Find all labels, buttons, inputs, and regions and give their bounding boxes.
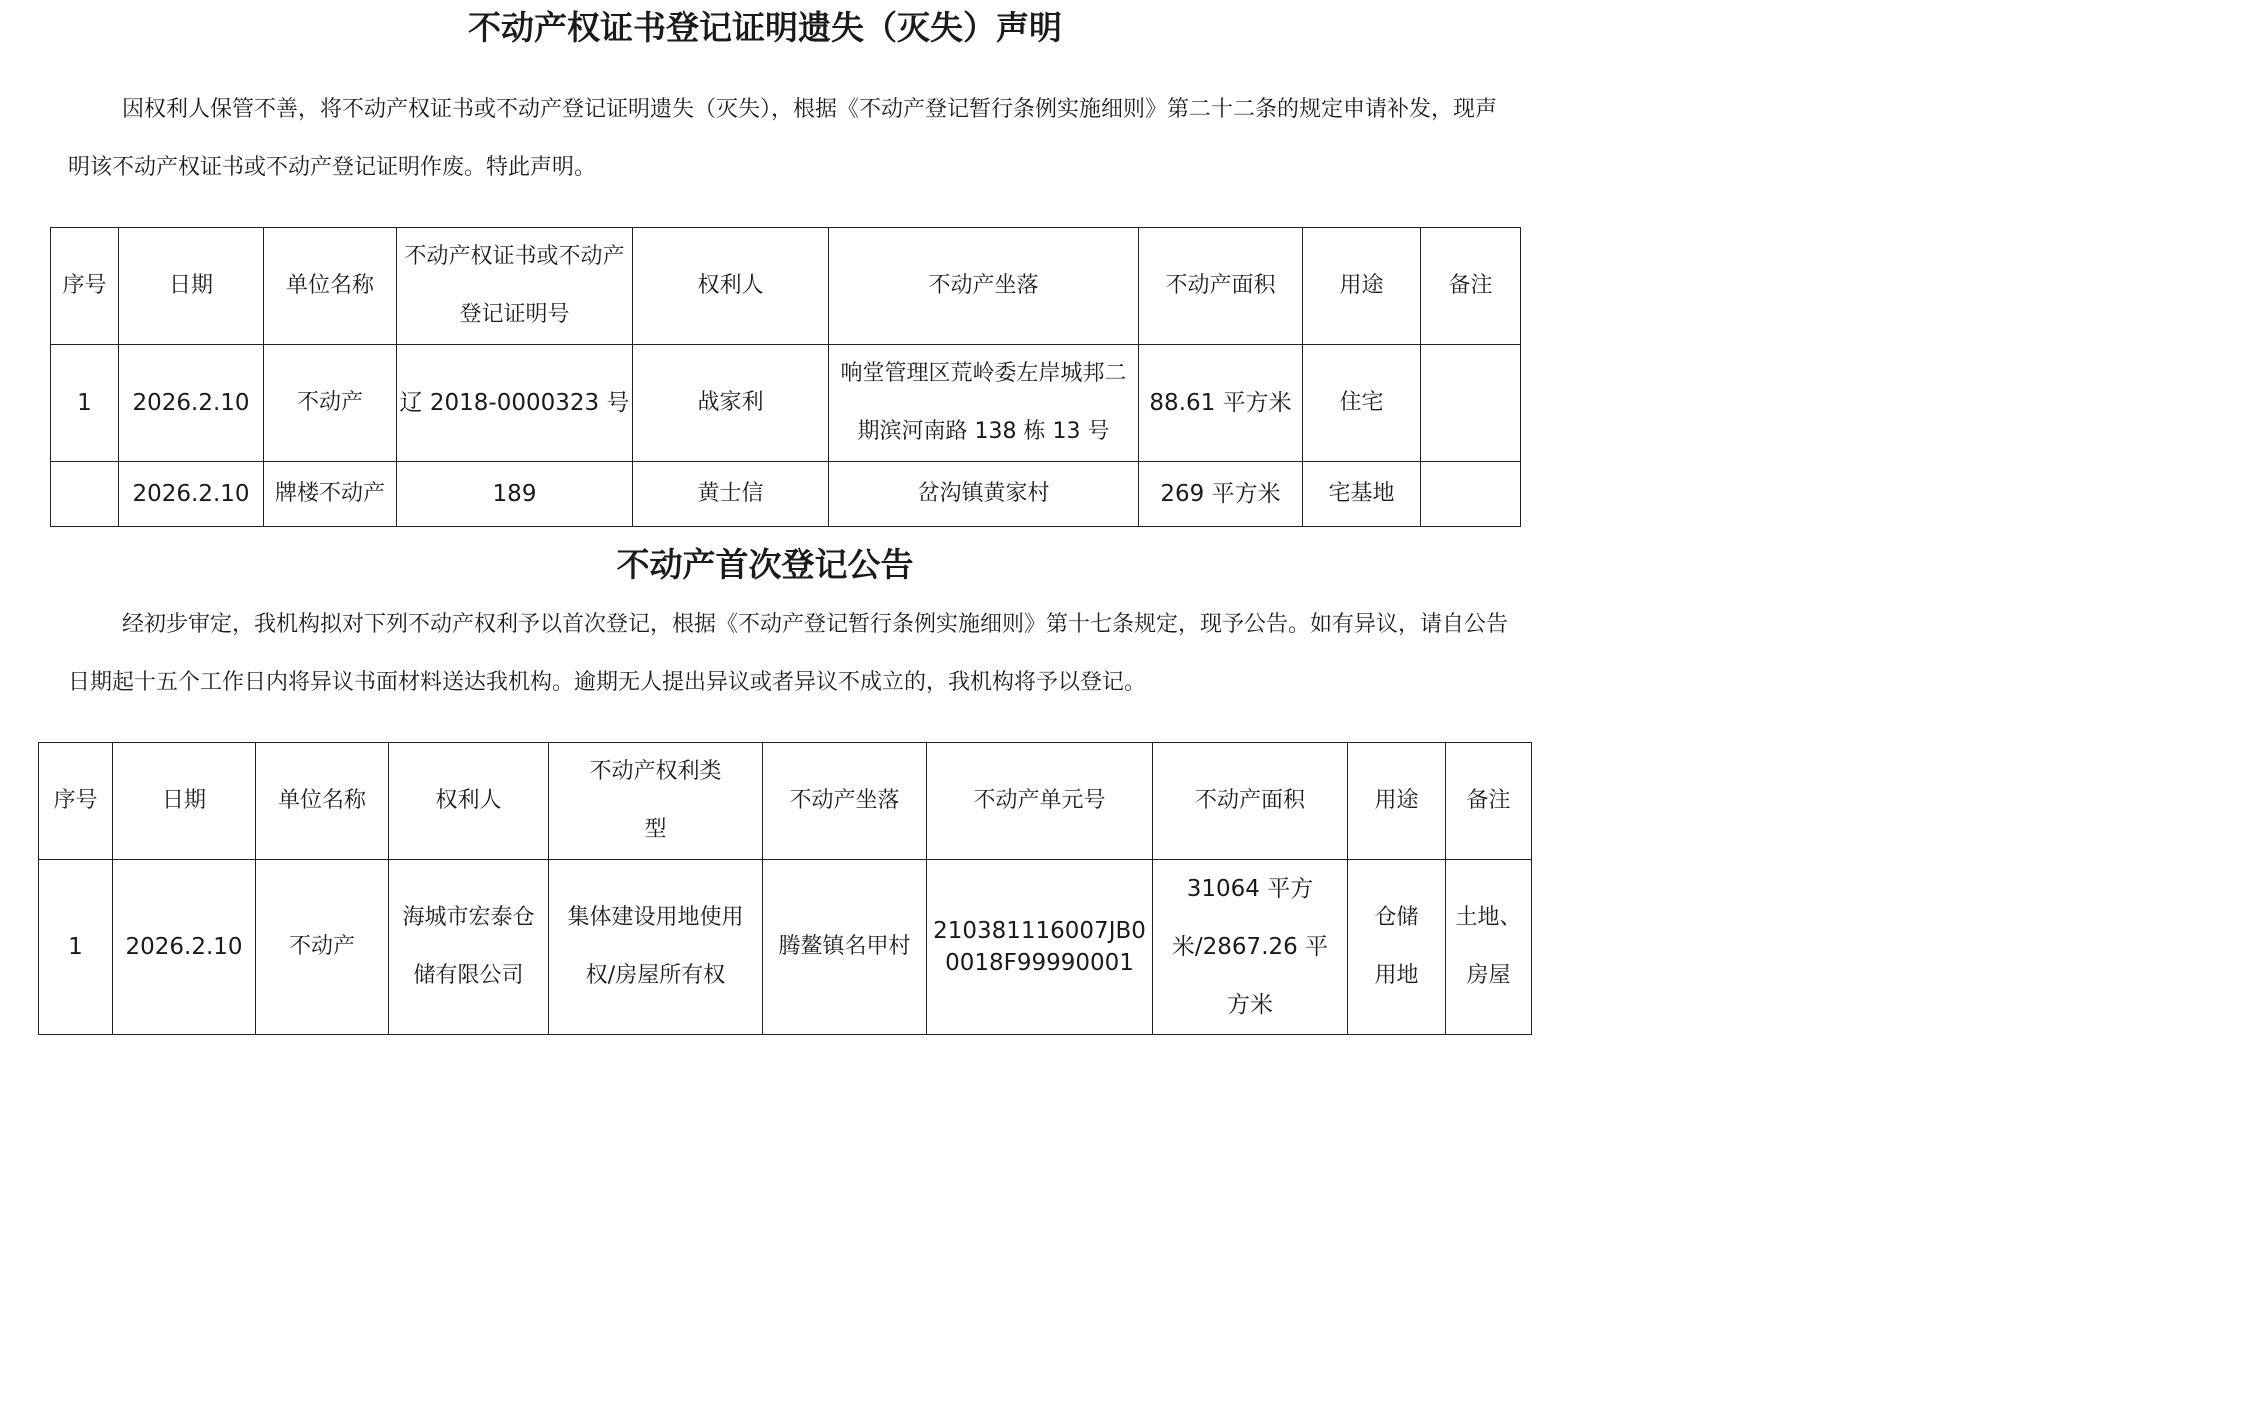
table-header-row <box>51 228 1521 345</box>
cell-unit: 不动产 <box>264 345 397 462</box>
table-row <box>51 345 1521 462</box>
cell-area: 88.61 平方米 <box>1139 345 1303 462</box>
table-row <box>39 860 1532 1035</box>
header-cell: 不动产坐落 <box>829 228 1139 345</box>
cell-location: 响堂管理区荒岭委左岸城邦二期滨河南路 138 栋 13 号 <box>829 345 1139 462</box>
header-cell: 不动产单元号 <box>927 743 1153 860</box>
cell-date: 2026.2.10 <box>113 860 256 1035</box>
header-cell: 不动产面积 <box>1139 228 1303 345</box>
table-header-row <box>39 743 1532 860</box>
announcement-paragraph: 经初步审定，我机构拟对下列不动产权利予以首次登记，根据《不动产登记暂行条例实施细则》第十七条规定，现予公告。如有异议，请自公告日期起十五个工作日内将异议书面材料送达我机构。逾期无人提出异议或者异议不成立的，我机构将予以登记。 <box>68 612 1509 695</box>
header-cell: 不动产权证书或不动产登记证明号 <box>397 228 633 345</box>
header-cell: 序号 <box>51 228 119 345</box>
cell-note: 土地、房屋 <box>1446 860 1532 1035</box>
table-row <box>51 462 1521 527</box>
announcement-title: 不动产首次登记公告 <box>616 545 914 584</box>
cell-unit-no: 210381116007JB00018F99990001 <box>927 860 1153 1035</box>
header-cell: 备注 <box>1421 228 1521 345</box>
declaration-title: 不动产权证书登记证明遗失（灭失）声明 <box>468 8 1062 47</box>
header-cell: 日期 <box>119 228 264 345</box>
header-cell: 不动产权利类型 <box>549 743 763 860</box>
cell-area: 269 平方米 <box>1139 462 1303 527</box>
cell-use: 仓储用地 <box>1348 860 1446 1035</box>
cell-no <box>51 462 119 527</box>
header-cell: 日期 <box>113 743 256 860</box>
cell-unit: 牌楼不动产 <box>264 462 397 527</box>
cell-unit: 不动产 <box>256 860 389 1035</box>
cell-holder: 战家利 <box>633 345 829 462</box>
cell-date: 2026.2.10 <box>119 462 264 527</box>
cell-cert: 辽 2018-0000323 号 <box>397 345 633 462</box>
cell-date: 2026.2.10 <box>119 345 264 462</box>
header-cell: 备注 <box>1446 743 1532 860</box>
cell-use: 宅基地 <box>1303 462 1421 527</box>
header-cell: 单位名称 <box>264 228 397 345</box>
header-cell: 序号 <box>39 743 113 860</box>
cell-location: 岔沟镇黄家村 <box>829 462 1139 527</box>
cell-note <box>1421 462 1521 527</box>
declaration-paragraph: 因权利人保管不善，将不动产权证书或不动产登记证明遗失（灭失），根据《不动产登记暂行条例实施细则》第二十二条的规定申请补发，现声明该不动产权证书或不动产登记证明作废。特此声明。 <box>68 97 1498 180</box>
cell-no: 1 <box>51 345 119 462</box>
cell-holder: 黄士信 <box>633 462 829 527</box>
cell-use: 住宅 <box>1303 345 1421 462</box>
announcement-table <box>38 742 1532 1035</box>
cell-right-type: 集体建设用地使用权/房屋所有权 <box>549 860 763 1035</box>
header-cell: 不动产面积 <box>1153 743 1348 860</box>
header-cell: 不动产坐落 <box>763 743 927 860</box>
header-cell: 用途 <box>1348 743 1446 860</box>
header-cell: 单位名称 <box>256 743 389 860</box>
cell-no: 1 <box>39 860 113 1035</box>
cell-location: 腾鳌镇名甲村 <box>763 860 927 1035</box>
cell-note <box>1421 345 1521 462</box>
header-cell: 权利人 <box>633 228 829 345</box>
declaration-table <box>50 227 1521 527</box>
header-cell: 权利人 <box>389 743 549 860</box>
header-cell: 用途 <box>1303 228 1421 345</box>
cell-cert: 189 <box>397 462 633 527</box>
cell-area: 31064 平方米/2867.26 平方米 <box>1153 860 1348 1035</box>
cell-holder: 海城市宏泰仓储有限公司 <box>389 860 549 1035</box>
